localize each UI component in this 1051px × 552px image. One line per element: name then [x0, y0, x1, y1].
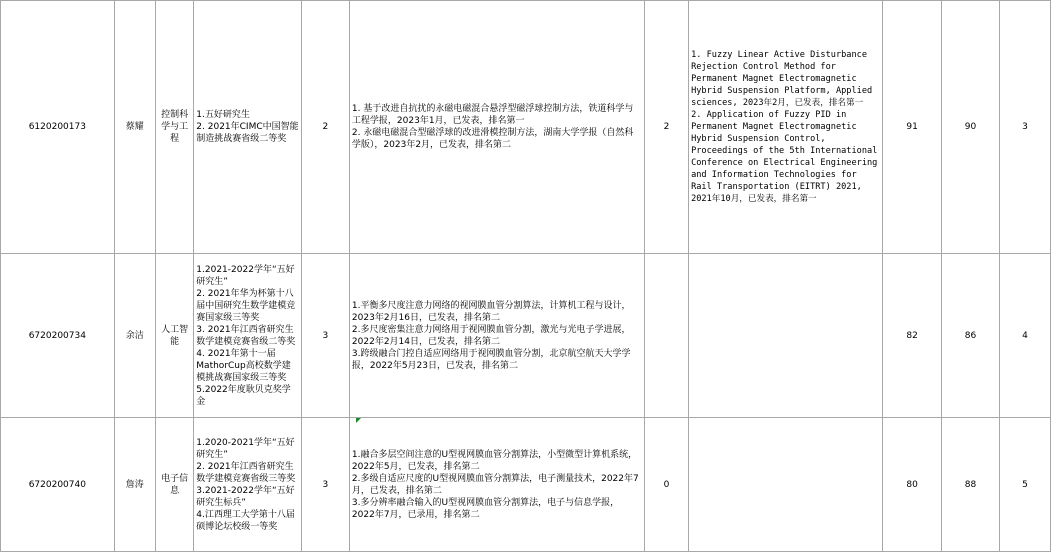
- paper-item: 1. 基于改进自抗扰的永磁电磁混合悬浮型磁浮球控制方法，铁道科学与工程学报，2023年1月，已发表，排名第一: [351, 104, 634, 126]
- award-item: 2. 2021年江西省研究生数学建模竞赛省级三等奖: [196, 461, 296, 484]
- major[interactable]: 电子信息: [155, 418, 193, 552]
- rank[interactable]: 5: [999, 418, 1050, 552]
- score-2[interactable]: 90: [942, 1, 1000, 254]
- award-item: 3.2021-2022学年“五好研究生标兵”: [196, 485, 295, 508]
- en-paper-item: 1. Fuzzy Linear Active Disturbance Rejection Control Method for Permanent Magnet Electromagnetic Hybrid Suspension Platform, Applied sciences, 2023年2月，已发表，排名第一: [691, 50, 873, 108]
- table-row[interactable]: [1, 1, 1051, 254]
- papers-cell[interactable]: [349, 418, 644, 552]
- papers-cell[interactable]: [349, 1, 644, 254]
- paper-item: 1.融合多层空间注意的U型视网膜血管分割算法，小型微型计算机系统，2022年5月，已发表，排名第二: [351, 449, 638, 472]
- score-1[interactable]: 80: [883, 418, 942, 552]
- major[interactable]: 控制科学与工程: [155, 1, 193, 254]
- award-item: 1.2020-2021学年“五好研究生”: [196, 437, 295, 460]
- paper-item: 1.平衡多尺度注意力网络的视网膜血管分割算法，计算机工程与设计，2023年2月16日，已发表，排名第二: [351, 300, 631, 323]
- award-item: 1.2021-2022学年“五好研究生”: [196, 264, 295, 287]
- awards-cell[interactable]: [194, 254, 302, 418]
- award-item: 2. 2021年CIMC中国智能制造挑战赛省级二等奖: [196, 122, 299, 144]
- student-id[interactable]: 6720200734: [1, 254, 115, 418]
- student-id[interactable]: 6120200173: [1, 1, 115, 254]
- paper-item: 2.多尺度密集注意力网络用于视网膜血管分割，激光与光电子学进展，2022年2月14日，已发表，排名第二: [351, 324, 631, 347]
- table-row[interactable]: [1, 418, 1051, 552]
- paper-count[interactable]: [644, 254, 688, 418]
- paper-item: 2. 永磁电磁混合型磁浮球的改进滑模控制方法，湖南大学学报（自然科学版），2023年2月，已发表，排名第二: [351, 128, 634, 150]
- paper-count[interactable]: 2: [644, 1, 688, 254]
- rank[interactable]: 4: [999, 254, 1050, 418]
- student-id[interactable]: 6720200740: [1, 418, 115, 552]
- award-count[interactable]: 2: [301, 1, 349, 254]
- student-name[interactable]: 余洁: [114, 254, 155, 418]
- paper-item: 3.跨级融合门控自适应网络用于视网膜血管分割，北京航空航天大学学报，2022年5月23日，已发表，排名第二: [351, 348, 631, 371]
- papers-cell[interactable]: [349, 254, 644, 418]
- award-item: 4.江西理工大学第十八届硕博论坛校级一等奖: [196, 509, 295, 532]
- award-count[interactable]: 3: [301, 418, 349, 552]
- awards-cell[interactable]: [194, 1, 302, 254]
- student-name[interactable]: 詹涛: [114, 418, 155, 552]
- score-1[interactable]: 91: [883, 1, 942, 254]
- awards-cell[interactable]: [194, 418, 302, 552]
- paper-item: 2.多级自适应尺度的U型视网膜血管分割算法，电子测量技术，2022年7月，已发表，排名第二: [351, 473, 639, 496]
- score-2[interactable]: 86: [942, 254, 1000, 418]
- award-item: 1.五好研究生: [196, 110, 250, 120]
- comment-marker-icon: [356, 418, 361, 423]
- en-paper-item: 2. Application of Fuzzy PID in Permanent Magnet Electromagnetic Hybrid Suspension Control, Proceedings of the 5th International Conference on Electrical Engineering and Information Technologies for Rail Transportation (EITRT) 2021, 2021年10月，已发表，排名第一: [691, 110, 878, 204]
- en-papers-cell[interactable]: [689, 1, 883, 254]
- award-item: 5.2022年度耿贝克奖学金: [196, 384, 291, 407]
- award-item: 2. 2021年华为杯第十八届中国研究生数学建模竞赛国家级三等奖: [196, 288, 296, 323]
- score-2[interactable]: 88: [942, 418, 1000, 552]
- rank[interactable]: 3: [999, 1, 1050, 254]
- award-item: 4. 2021年第十一届MathorCup高校数学建模挑战赛国家级三等奖: [196, 348, 291, 383]
- score-1[interactable]: 82: [883, 254, 942, 418]
- table-row[interactable]: [1, 254, 1051, 418]
- major[interactable]: 人工智能: [155, 254, 193, 418]
- award-count[interactable]: 3: [301, 254, 349, 418]
- award-item: 3. 2021年江西省研究生数学建模竞赛省级二等奖: [196, 324, 296, 347]
- paper-count[interactable]: 0: [644, 418, 688, 552]
- en-papers-cell[interactable]: [689, 254, 883, 418]
- paper-item: 3.多分辨率融合输入的U型视网膜血管分割算法，电子与信息学报，2022年7月，已录用，排名第二: [351, 497, 620, 520]
- student-name[interactable]: 蔡耀: [114, 1, 155, 254]
- en-papers-cell[interactable]: [689, 418, 883, 552]
